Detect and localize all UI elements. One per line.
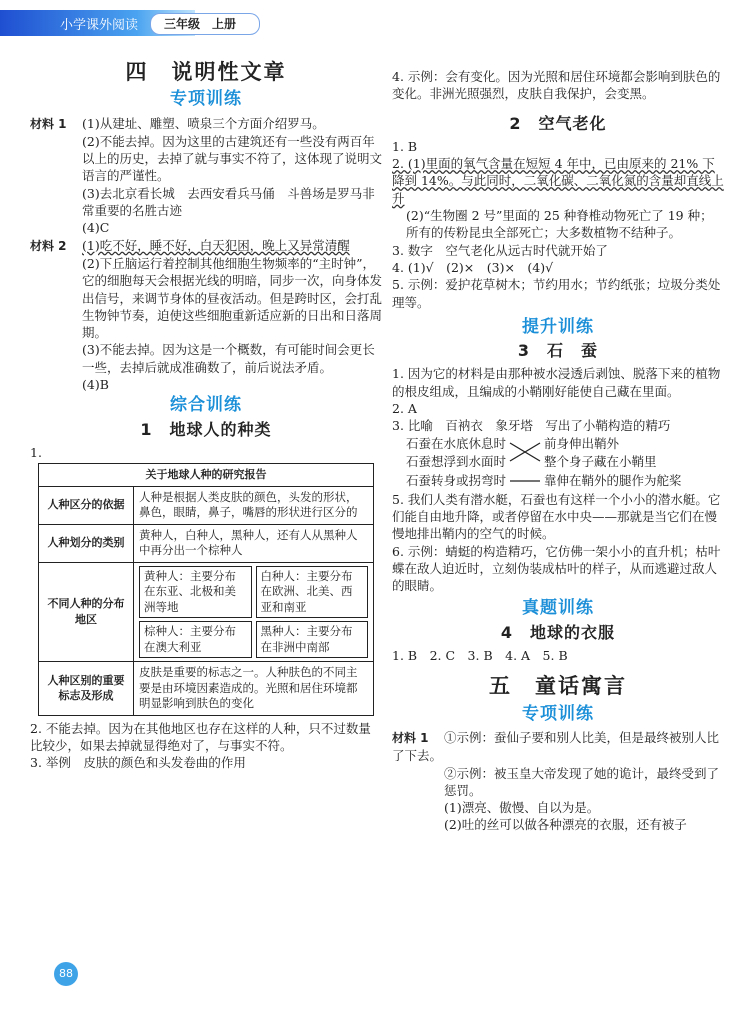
table-row — [39, 662, 374, 716]
table-value: 黄种人，白种人，黑种人，还有人从黑种人中再分出一个棕种人 — [134, 524, 374, 562]
match-right-item: 整个身子藏在小鞘里 — [544, 453, 657, 469]
grade-label: 三年级 — [164, 17, 201, 31]
subsection-title: 提升训练 — [522, 316, 594, 337]
answer-line: 3. 数字 空气老化从远古时代就开始了 — [392, 242, 608, 258]
answer-line: 5. 我们人类有潜水艇，石蚕也有这样一个小小的潜水艇。它们能自由地升降，或者停留在水中央——那就是当它们在慢慢地排出鞘内的空气的时候。 — [392, 491, 721, 542]
answer-line: 5. 示例：爱护花草树木；节约用水；节约纸张；垃圾分类处理等。 — [392, 277, 721, 310]
watermark-logo — [612, 950, 732, 1000]
answer-line: 4. 示例：会有变化。因为光照和居住环境都会影响到肤色的变化。非洲光照强烈，皮肤自我保护，会变黑。 — [392, 69, 721, 102]
match-left-item: 石蚕想浮到水面时 — [406, 453, 507, 469]
subsection-title: 专项训练 — [170, 89, 242, 110]
material-label: 材料 2 — [30, 238, 67, 253]
answer-line: (2)“生物圈 2 号”里面的 25 种脊椎动物死亡了 19 种；所有的传粉昆虫全部死亡；大多数植物不结种子。 — [406, 208, 713, 241]
right-column — [392, 60, 724, 834]
distribution-cell: 白种人：主要分布在欧洲、北美、西亚和南亚 — [256, 566, 369, 619]
material-label: 材料 1 — [30, 116, 67, 131]
match-left-item: 石蚕转身或拐弯时 — [406, 472, 507, 488]
match-right-item: 前身伸出鞘外 — [544, 435, 620, 451]
subsection-title: 真题训练 — [522, 598, 594, 619]
material-label: 材料 1 — [392, 730, 429, 745]
subsection-title: 综合训练 — [170, 395, 242, 416]
answer-line: (3)去北京看长城 去西安看兵马俑 斗兽场是罗马非常重要的名胜古迹 — [82, 185, 375, 219]
match-left-item: 石蚕在水底休息时 — [406, 435, 507, 451]
table-row — [39, 486, 374, 524]
lesson-title: 2 空气老化 — [509, 113, 607, 133]
match-right-item: 靠伸在鞘外的腿作为舵桨 — [544, 472, 682, 488]
distribution-grid — [139, 566, 368, 619]
table-row — [39, 524, 374, 562]
answer-line: 1. B 2. C 3. B 4. A 5. B — [392, 648, 568, 664]
answer-line: 2. (1)里面的氧气含量在短短 4 年中，已由原来的 21% 下降到 14%。与此同时，二氧化碳、二氧化氮的含量却直线上升 — [392, 156, 724, 206]
answer-line: (1)漂亮、傲慢、自以为是。 — [444, 800, 600, 816]
answer-line: 3. 比喻 百衲衣 象牙塔 写出了小鞘构造的精巧 — [392, 418, 671, 434]
answer-line: (4)B — [82, 377, 109, 393]
table-key: 不同人种的分布地区 — [39, 562, 134, 662]
answer-line: 3. 举例 皮肤的颜色和头发卷曲的作用 — [30, 755, 246, 771]
answer-line: (2)下丘脑运行着控制其他细胞生物频率的“主时钟”，它的细胞每天会根据光线的明暗，同步一次，向身体发出信号，来调节身体的昼夜活动。但是跨时区，会打乱生物钟节奏，迫使这些细胞重新适应新的日出和日落周期。 — [82, 255, 383, 341]
answer-line: (4)C — [82, 220, 110, 236]
distribution-grid — [139, 621, 368, 658]
material-1 — [30, 115, 382, 237]
table-row — [39, 562, 374, 662]
series-title: 小学课外阅读 — [60, 18, 139, 33]
table-caption: 关于地球人种的研究报告 — [39, 464, 374, 487]
answer-line: 2. A — [392, 401, 417, 417]
answer-line: ②示例：被玉皇大帝发现了她的诡计，最终受到了惩罚。 — [444, 765, 720, 798]
answer-line: 4. (1)√ (2)× (3)× (4)√ — [392, 259, 554, 275]
answer-line: (2)不能去掉。因为这里的古建筑还有一些没有两百年以上的历史，去掉了就与事实不符了，这体现了说明文语言的严谨性。 — [82, 133, 383, 184]
volume-label: 上册 — [212, 17, 237, 31]
table-value — [134, 562, 374, 662]
material-2 — [30, 237, 382, 394]
left-column — [30, 60, 382, 772]
answer-line: (1)吃不好，睡不好，白天犯困，晚上又异常清醒 — [82, 237, 350, 253]
distribution-cell: 黄种人：主要分布在东亚、北极和美洲等地 — [139, 566, 252, 619]
table-key: 人种区别的重要标志及形成 — [39, 662, 134, 716]
answer-line: 6. 示例：蜻蜓的构造精巧，它仿佛一架小小的直升机；枯叶蝶在敌人迫近时，立刻伪装成枯叶的样子，从而逃避过敌人的眼睛。 — [392, 543, 721, 594]
section-title: 四 说明性文章 — [125, 60, 287, 84]
distribution-cell: 黑种人：主要分布在非洲中南部 — [256, 621, 369, 658]
answer-line: (2)吐的丝可以做各种漂亮的衣服，还有被子 — [444, 817, 687, 833]
page-header — [0, 10, 300, 36]
question-number: 1. — [30, 444, 42, 460]
answer-line: ①示例：蚕仙子要和别人比美，但是最终被别人比了下去。 — [392, 729, 720, 764]
lesson-title: 3 石 蚕 — [517, 341, 599, 361]
table-value: 皮肤是重要的标志之一。人种肤色的不同主要是由环境因素造成的。光照和居住环境都明显影响到肤色的变化 — [134, 662, 374, 716]
table-key: 人种划分的类别 — [39, 524, 134, 562]
page-number-badge: 88 — [54, 962, 78, 986]
answer-line: (1)从建址、雕塑、喷泉三个方面介绍罗马。 — [82, 115, 325, 131]
section-title: 五 童话寓言 — [489, 674, 627, 699]
matching-exercise — [392, 435, 724, 491]
lesson-title: 1 地球人的种类 — [140, 419, 272, 439]
answer-line: (3)不能去掉。因为这是一个概数，有可能时间会更长一些，去掉后就成准确数了，前后说法矛盾。 — [82, 342, 375, 375]
answer-line: 1. B — [392, 138, 418, 154]
answer-line: 1. 因为它的材料是由那种被水浸透后剥蚀、脱落下来的植物的根皮组成，且编成的小鞘刚好能使自己藏在里面。 — [392, 366, 721, 399]
distribution-cell: 棕种人：主要分布在澳大利亚 — [139, 621, 252, 658]
table-key: 人种区分的依据 — [39, 486, 134, 524]
subsection-title: 专项训练 — [522, 703, 594, 724]
lesson-title: 4 地球的衣服 — [500, 622, 616, 642]
table-value: 人种是根据人类皮肤的颜色，头发的形状，鼻色，眼睛，鼻子，嘴唇的形状进行区分的 — [134, 486, 374, 524]
research-report-table — [38, 463, 374, 716]
answer-line: 2. 不能去掉。因为在其他地区也存在这样的人种，只不过数量比较少，如果去掉就显得绝对了，与事实不符。 — [30, 720, 371, 754]
